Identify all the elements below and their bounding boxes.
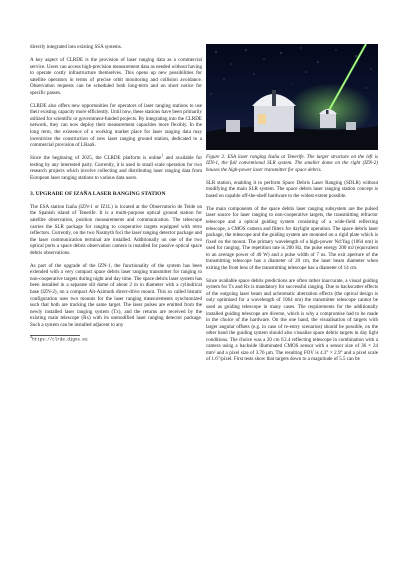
right-column <box>206 44 378 369</box>
paragraph: CLRDE also offers new opportunities for operators of laser ranging stations to use their existing capacity more efficiently. Until now, these stations have been primarily utilized for scientific or government-funded projects. By integrating into the CLRDE network, they can now deploy their measurement capacities more flexibly. In the long term, the existence of a working market place for laser ranging data may incentivise the construction of new laser ranging ground station, dedicated to a commercial provision of LRaaS. <box>30 102 202 149</box>
paragraph-text: and available for testing by any interested party. Currently, it is used in small scale operation for two research projects which involve collecting and distributing laser ranging data from European laser ranging stations to various data users. <box>30 155 203 181</box>
paragraph-text: Since the beginning of 2025, the CLRDE platform is online <box>30 155 162 162</box>
footnote-mark: 1 <box>30 335 33 340</box>
observatory-night-photo <box>206 44 378 150</box>
izn2-dome <box>319 109 337 128</box>
left-column <box>30 44 202 343</box>
footnote-ref: 1 <box>161 153 164 158</box>
paragraph: Since available space debris predictions are often rather inaccurate, a visual guiding system for Tx and Rx is mandatory for successful ranging. Due to backscatter effects of the outgoing laser beam and achromatic aberration effects (the optical design is only optimised for a wavelength of 1064 nm) the transmitter telescope cannot be used as guiding telescope in many cases. The requirements for the additionally installed guiding telescope are diverse, which is why a compromise had to be made in the choice of the hardware. On the one hand, the visualisation of targets with larger angular offsets (e.g. in case of re-entry scenarios) should be possible, on the other hand the guiding system should also visualise space debris targets in day light conditions. The choice was a 20 cm f/2.4 reflecting telescope in combination with a camera using a backside illuminated CMOS sensor with a sensor size of 36 × 24 mm² and a pixel size of 3.76 µm. The resulting FOV is 4.3° × 2.9° and a pixel scale of 1.6″/pixel. First tests show that targets down to a magnitude of 5.5 can be <box>206 277 378 363</box>
small-building <box>346 122 356 130</box>
footnote-url: https://clrde.digos.eu <box>32 338 88 343</box>
footnote <box>30 335 202 343</box>
paragraph: directly integrated into existing SSA systems. <box>30 44 122 50</box>
paragraph: SLR station, enabling it to perform Space Debris Laser Ranging (SDLR) without modifying the main SLR system. The space debris laser ranging station concept is based on capable off-the-shelf hardware to the widest extent possible. <box>206 179 378 199</box>
paragraph: The main components of the space debris laser ranging subsystem are the pulsed laser source for laser ranging to non-cooperative targets, the transmitting refractor telescope and a optical guiding system consisting of a wide-field reflecting telescope, a CMOS camera and filters for daylight operation. The space debris laser package, the telescope and the guiding system are mounted on a rigid plate which is fixed on the mount. The primary wavelength of a high-power Nd:Yag (1064 nm) is used for ranging. The repetition rate is 200 Hz, the pulse energy 200 mJ (equivalent to an average power of 40 W) and a pulse width of 7 ns. The exit aperture of the transmitting telescope has a diameter of 20 cm, the laser beam diameter when exiting the front lens of the transmitting telescope has a diameter of 14 cm. <box>206 205 378 271</box>
paragraph <box>30 155 202 181</box>
paragraph: A key aspect of CLRDE is the provision of laser ranging data as a commercial service. Users can access high-precision measurement data as needed without having to operate costly infrastructure themselves. This opens up new possibilities for satellite operators in terms of precise orbit monitoring and collision avoidance. Observation requests can be scheduled both long-term and on short notice for specific passes. <box>30 57 202 96</box>
figure-photo <box>206 44 378 150</box>
section-heading: 3. UPGRADE OF IZAÑA LASER RANGING STATION <box>30 191 166 198</box>
footnote-divider <box>30 335 80 336</box>
small-building <box>226 120 240 132</box>
figure-caption: Figure 2. ESA laser ranging Izaña at Tenerife. The larger structure on the left is IZN-1, the full conventional SLR system. The smaller dome on the right (IZN-2) houses the high-power laser transmitter for space debris. <box>206 154 378 173</box>
paragraph: The ESA station Izaña (IZN-1 or IZ1L) is located at the Observatorio de Teide on the Spanish island of Tenerife. It is a multi-purpose optical ground station for satellite observation, position measurements and communication. The telescope carries the SLR package for ranging to cooperative targets equipped with retro reflectors. Currently, on the two Nasmyth foci the laser ranging detector package and the laser communication terminal are installed. Additionally on one of the two optical ports a space debris observation camera is installed for passive optical space debris observations. <box>30 203 202 256</box>
paragraph: As part of the upgrade of the IZN-1, the functionality of the system has been extended with a very compact space debris laser ranging transmitter for ranging to non-cooperative targets during night and day time. The space debris laser system has been installed in a separate slit dome of about 2 m in diameter with a cylindrical base (IZN-2), on a compact Alt-Azimuth direct-drive mount. This so called bistatic configuration uses two mounts for the laser ranging measurements synchronized such that both are tracking the same target. The laser pulses are emitted from the newly installed laser ranging system (Tx), and the returns are received by the existing main telescope (Rx) with its unmodified laser ranging detector package. Such a system can be installed adjacent to any <box>30 262 202 328</box>
